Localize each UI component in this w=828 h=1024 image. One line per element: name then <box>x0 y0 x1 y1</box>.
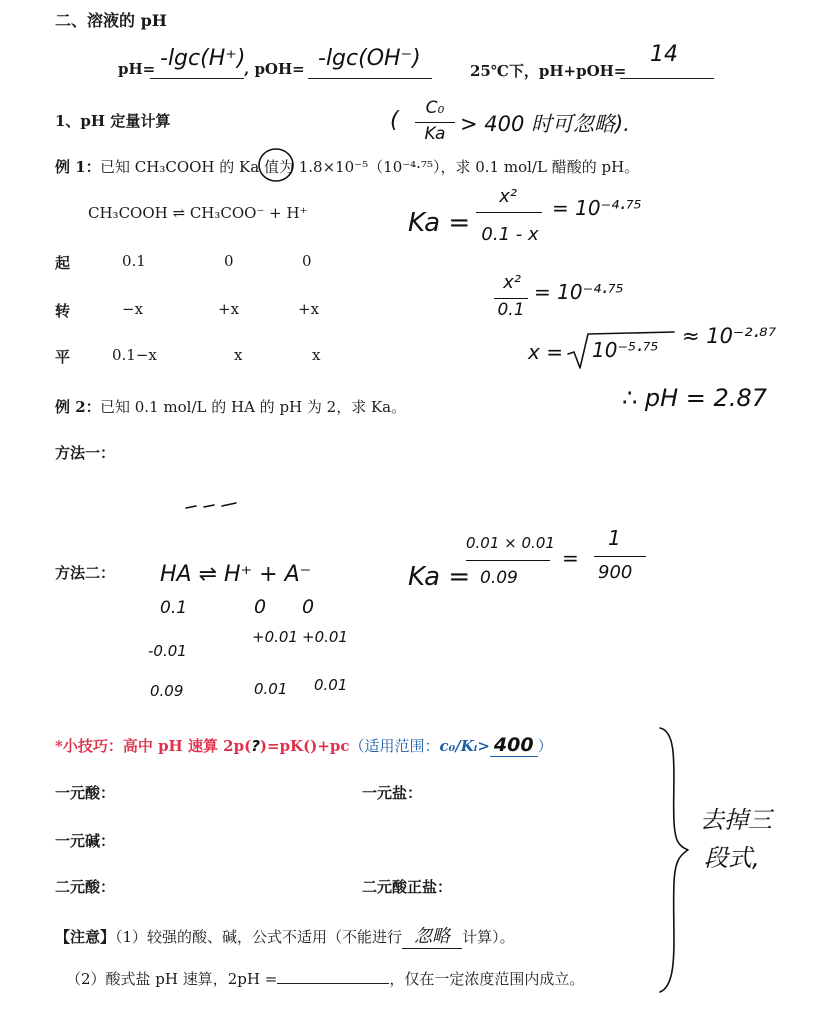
hc1-frac1-num: x² <box>499 186 517 207</box>
hc2-eq: = <box>562 546 579 570</box>
hc1-frac1-den: 0.1 - x <box>481 224 539 245</box>
hc1-approx: ≈ 10⁻²·⁸⁷ <box>682 324 777 348</box>
note-text1-end: 计算）。 <box>462 928 515 946</box>
row-eq-a: 0.1−x <box>112 346 157 364</box>
sum-answer: 14 <box>650 42 678 67</box>
cat-mono-salt: 一元盐： <box>362 784 423 802</box>
hc1-ka-label: Ka = <box>408 208 471 238</box>
tip-range-label: （适用范围： <box>349 737 440 755</box>
row-start-a: 0.1 <box>122 252 146 270</box>
row-label-eq: 平 <box>55 348 71 366</box>
example1-label: 例 1： <box>55 158 101 176</box>
row-start-b: 0 <box>224 252 234 270</box>
temp-label: 25℃下，pH+pOH= <box>470 62 627 80</box>
hc1-sqrt-body: 10⁻⁵·⁷⁵ <box>592 338 659 362</box>
ka-circle-mark <box>256 146 296 186</box>
note-text2-end: ，仅在一定浓度范围内成立。 <box>389 970 585 988</box>
note-line1 <box>55 922 515 949</box>
cat-di-acid: 二元酸： <box>55 878 116 896</box>
note-blank2 <box>277 969 389 984</box>
hc2-r2-c: +0.01 <box>302 628 348 646</box>
hc1-frac1-bar <box>476 212 542 213</box>
note-ratio-text: > 400 时可忽略). <box>460 112 630 136</box>
hc1-frac2-num: x² <box>503 272 521 293</box>
hc1-frac2-bar <box>494 298 528 299</box>
tip-mid: )=pK( <box>259 737 311 755</box>
hc1-frac2-den: 0.1 <box>497 300 525 320</box>
note-line2 <box>66 968 584 989</box>
hc1-frac1-result: = 10⁻⁴·⁷⁵ <box>552 196 642 220</box>
hc2-num: 0.01 × 0.01 <box>466 534 555 552</box>
note-text1: （1）较强的酸、碱，公式不适用（不能进行 <box>115 928 403 946</box>
poh-blank <box>308 46 432 79</box>
sum-blank <box>620 42 714 79</box>
method1-label: 方法一： <box>55 444 116 462</box>
hc1-frac2-result: = 10⁻⁴·⁷⁵ <box>534 280 624 304</box>
row-eq-c: x <box>312 346 321 364</box>
hc2-r2-a: -0.01 <box>148 642 187 660</box>
ph-blank <box>150 46 244 79</box>
tip-range-expr: c₀/Kᵢ> <box>439 737 490 755</box>
tip-close: ） <box>537 737 553 755</box>
note-bracket: 【注意】 <box>55 928 116 946</box>
tip-range-value: 400 <box>490 734 538 757</box>
section-title: 二、溶液的 pH <box>55 11 167 30</box>
row-label-start: 起 <box>55 254 71 272</box>
hc2-r3-c: 0.01 <box>314 676 348 694</box>
row-change-c: +x <box>298 300 320 318</box>
method2-label: 方法二： <box>55 564 116 582</box>
hc2-r3-b: 0.01 <box>254 680 288 698</box>
row-start-c: 0 <box>302 252 312 270</box>
note-frac-den: Ka <box>424 124 446 144</box>
row-label-change: 转 <box>55 302 71 320</box>
note-frac-num: C₀ <box>425 98 445 118</box>
row-eq-b: x <box>234 346 243 364</box>
row-change-b: +x <box>218 300 240 318</box>
cat-mono-acid: 一元酸： <box>55 784 116 802</box>
side-note-line1: 去掉三 <box>700 806 772 834</box>
hc2-r1-a: 0.1 <box>160 598 188 618</box>
note-open-paren: ( <box>390 108 399 133</box>
note-text2: （2）酸式盐 pH 速算，2pH = <box>66 970 278 988</box>
example1-equation: CH₃COOH ⇌ CH₃COO⁻ + H⁺ <box>88 204 308 222</box>
ph-answer: -lgc(H⁺) <box>160 46 246 71</box>
hc2-res-den: 900 <box>598 562 633 583</box>
poh-label: , pOH= <box>244 60 305 78</box>
example2-label: 例 2： <box>55 398 101 416</box>
example1-text: 已知 CH₃COOH 的 Ka 值为 1.8×10⁻⁵（10⁻⁴·⁷⁵），求 0.1 mol/L 醋酸的 pH。 <box>100 158 640 176</box>
scribble-dashes <box>184 500 244 514</box>
hc1-ph-result: ∴ pH = 2.87 <box>622 384 767 412</box>
tip-blank-mark: ? <box>251 737 260 755</box>
curly-brace-icon <box>654 722 694 1002</box>
ph-label: pH= <box>118 60 156 78</box>
hc2-r1-c: 0 <box>302 596 315 618</box>
cat-di-salt: 二元酸正盐： <box>362 878 453 896</box>
example2-text: 已知 0.1 mol/L 的 HA 的 pH 为 2，求 Ka。 <box>100 398 407 416</box>
subsection-title: 1、pH 定量计算 <box>55 112 171 130</box>
tip-end: )+pc <box>310 737 350 755</box>
poh-answer: -lgc(OH⁻) <box>318 46 421 71</box>
tip-star-text: *小技巧：高中 pH 速算 2p( <box>55 737 252 755</box>
side-note-line2: 段式, <box>704 844 760 872</box>
hc2-ka-label: Ka = <box>408 562 471 592</box>
row-change-a: −x <box>122 300 144 318</box>
hc2-equation: HA ⇌ H⁺ + A⁻ <box>160 562 312 587</box>
hc2-den: 0.09 <box>480 568 518 588</box>
hc2-r3-a: 0.09 <box>150 682 184 700</box>
hc2-r2-b: +0.01 <box>252 628 298 646</box>
hc2-res-bar <box>594 556 646 557</box>
hc2-frac-bar <box>466 560 550 561</box>
hc2-r1-b: 0 <box>254 596 267 618</box>
hc2-res-num: 1 <box>608 526 621 550</box>
note-blank1: 忽略 <box>402 922 462 949</box>
hc1-sqrt-lhs: x = <box>528 340 563 364</box>
note-frac-bar <box>415 122 455 123</box>
tip-line <box>55 734 553 757</box>
cat-mono-base: 一元碱： <box>55 832 116 850</box>
